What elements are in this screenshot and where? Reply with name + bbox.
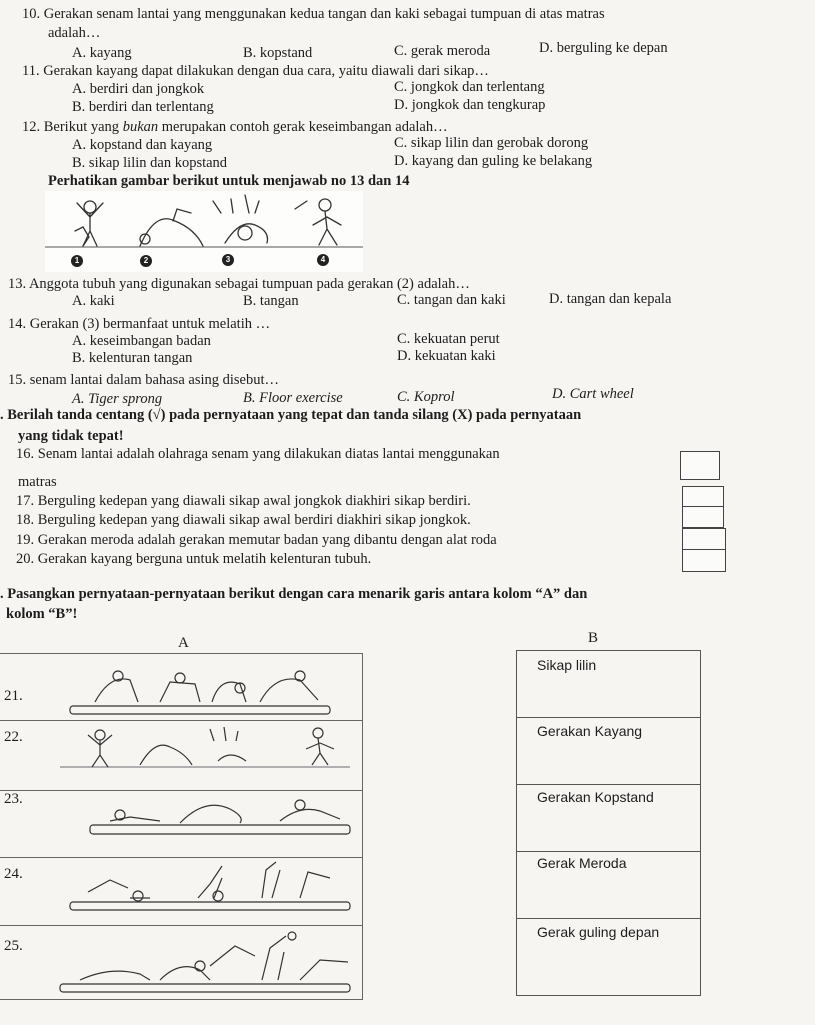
- column-b-item-4: Gerak Meroda: [537, 855, 627, 871]
- row-number-22: 22.: [4, 729, 23, 745]
- movement-sketch-25: [0, 926, 362, 1000]
- column-a-table: [0, 653, 363, 1000]
- tf-statement-20: 20. Gerakan kayang berguna untuk melatih kelenturan tubuh.: [16, 551, 372, 567]
- column-b-cell[interactable]: [517, 851, 700, 919]
- gymnastics-sketch-image: [45, 191, 363, 272]
- tf-statement-19: 19. Gerakan meroda adalah gerakan memutar badan yang dibantu dengan alat roda: [16, 532, 497, 548]
- column-a-row[interactable]: [0, 857, 362, 926]
- column-a-row[interactable]: [0, 790, 362, 858]
- column-b-cell[interactable]: [517, 651, 700, 717]
- q14-option-c: C. kekuatan perut: [397, 331, 500, 347]
- instruction-13-14: Perhatikan gambar berikut untuk menjawab no 13 dan 14: [48, 173, 410, 189]
- movement-sketch-24: [0, 858, 362, 926]
- figure-number-4: 4: [317, 254, 329, 266]
- tf-answer-box-17[interactable]: [682, 486, 724, 508]
- q11-option-d: D. jongkok dan tengkurap: [394, 97, 546, 113]
- row-number-25: 25.: [4, 938, 23, 954]
- column-b-cell[interactable]: [517, 717, 700, 785]
- q14-stem: 14. Gerakan (3) bermanfaat untuk melatih …: [8, 316, 271, 332]
- q13-stem: 13. Anggota tubuh yang digunakan sebagai tumpuan pada gerakan (2) adalah…: [8, 276, 470, 292]
- section-c-instruction-line1: . Pasangkan pernyataan-pernyataan berikut dengan cara menarik garis antara kolom “A” dan: [0, 586, 588, 602]
- q15-stem: 15. senam lantai dalam bahasa asing disebut…: [8, 372, 279, 388]
- column-b-item-2: Gerakan Kayang: [537, 723, 643, 739]
- q13-option-d: D. tangan dan kepala: [549, 291, 672, 307]
- q10-option-c: C. gerak meroda: [394, 43, 491, 59]
- q14-option-b: B. kelenturan tangan: [72, 350, 193, 366]
- movement-sketch-21: [0, 654, 362, 720]
- q12-stem: 12. Berikut yang bukan merupakan contoh gerak keseimbangan adalah…: [22, 119, 448, 135]
- tf-answer-box-18[interactable]: [682, 506, 724, 528]
- q13-option-a: A. kaki: [72, 293, 115, 309]
- column-a-row[interactable]: [0, 654, 362, 720]
- q11-option-b: B. berdiri dan terlentang: [72, 99, 214, 115]
- tf-answer-box-19[interactable]: [682, 528, 726, 550]
- section-b-instruction-line2: yang tidak tepat!: [18, 428, 124, 444]
- column-b-header: B: [588, 630, 599, 646]
- movement-sketch-22: [0, 721, 362, 791]
- tf-answer-box-20[interactable]: [682, 549, 726, 572]
- row-number-24: 24.: [4, 866, 23, 882]
- tf-statement-18: 18. Berguling kedepan yang diawali sikap awal berdiri diakhiri sikap jongkok.: [16, 512, 471, 528]
- q10-option-a: A. kayang: [72, 45, 132, 61]
- gymnastics-figure-top: [45, 191, 363, 272]
- q12-option-b: B. sikap lilin dan kopstand: [72, 155, 228, 171]
- column-b-cell[interactable]: [517, 918, 700, 996]
- figure-number-3: 3: [222, 254, 234, 266]
- q15-option-a: A. Tiger sprong: [72, 391, 163, 407]
- q15-option-b: B. Floor exercise: [243, 390, 343, 406]
- q15-option-c: C. Koprol: [397, 389, 455, 405]
- column-b-item-3: Gerakan Kopstand: [537, 789, 654, 805]
- q14-option-a: A. keseimbangan badan: [72, 333, 211, 349]
- q10-option-b: B. kopstand: [243, 45, 313, 61]
- column-b-table: [516, 650, 701, 996]
- q13-option-c: C. tangan dan kaki: [397, 292, 506, 308]
- row-number-23: 23.: [4, 791, 23, 807]
- q11-stem: 11. Gerakan kayang dapat dilakukan dengan dua cara, yaitu diawali dari sikap…: [22, 63, 489, 79]
- section-c-instruction-line2: kolom “B”!: [6, 606, 78, 622]
- q15-option-d: D. Cart wheel: [552, 386, 634, 402]
- tf-statement-17: 17. Berguling kedepan yang diawali sikap awal jongkok diakhiri sikap berdiri.: [16, 493, 471, 509]
- figure-number-2: 2: [140, 255, 152, 267]
- tf-answer-box-16[interactable]: [680, 451, 720, 480]
- row-number-21: 21.: [4, 688, 23, 704]
- q11-option-a: A. berdiri dan jongkok: [72, 81, 205, 97]
- column-a-header: A: [178, 635, 189, 651]
- figure-number-1: 1: [71, 255, 83, 267]
- q10-stem-line2: adalah…: [48, 25, 101, 41]
- q12-option-a: A. kopstand dan kayang: [72, 137, 213, 153]
- q12-option-c: C. sikap lilin dan gerobak dorong: [394, 135, 589, 151]
- q10-stem-line1: 10. Gerakan senam lantai yang menggunakan kedua tangan dan kaki sebagai tumpuan di atas matras: [22, 6, 605, 22]
- column-a-row[interactable]: [0, 720, 362, 791]
- column-b-cell[interactable]: [517, 784, 700, 852]
- q11-option-c: C. jongkok dan terlentang: [394, 79, 545, 95]
- section-b-instruction-line1: . Berilah tanda centang (√) pada pernyataan yang tepat dan tanda silang (X) pada pernyataan: [0, 407, 582, 423]
- column-a-row[interactable]: [0, 925, 362, 1000]
- q13-option-b: B. tangan: [243, 293, 299, 309]
- movement-sketch-23: [0, 791, 362, 858]
- tf-statement-16: 16. Senam lantai adalah olahraga senam yang dilakukan diatas lantai menggunakan: [16, 446, 500, 462]
- q10-option-d: D. berguling ke depan: [539, 40, 668, 56]
- column-b-item-5: Gerak guling depan: [537, 924, 660, 940]
- q14-option-d: D. kekuatan kaki: [397, 348, 496, 364]
- tf-statement-16-cont: matras: [18, 474, 57, 490]
- column-b-item-1: Sikap lilin: [537, 657, 597, 673]
- q12-option-d: D. kayang dan guling ke belakang: [394, 153, 593, 169]
